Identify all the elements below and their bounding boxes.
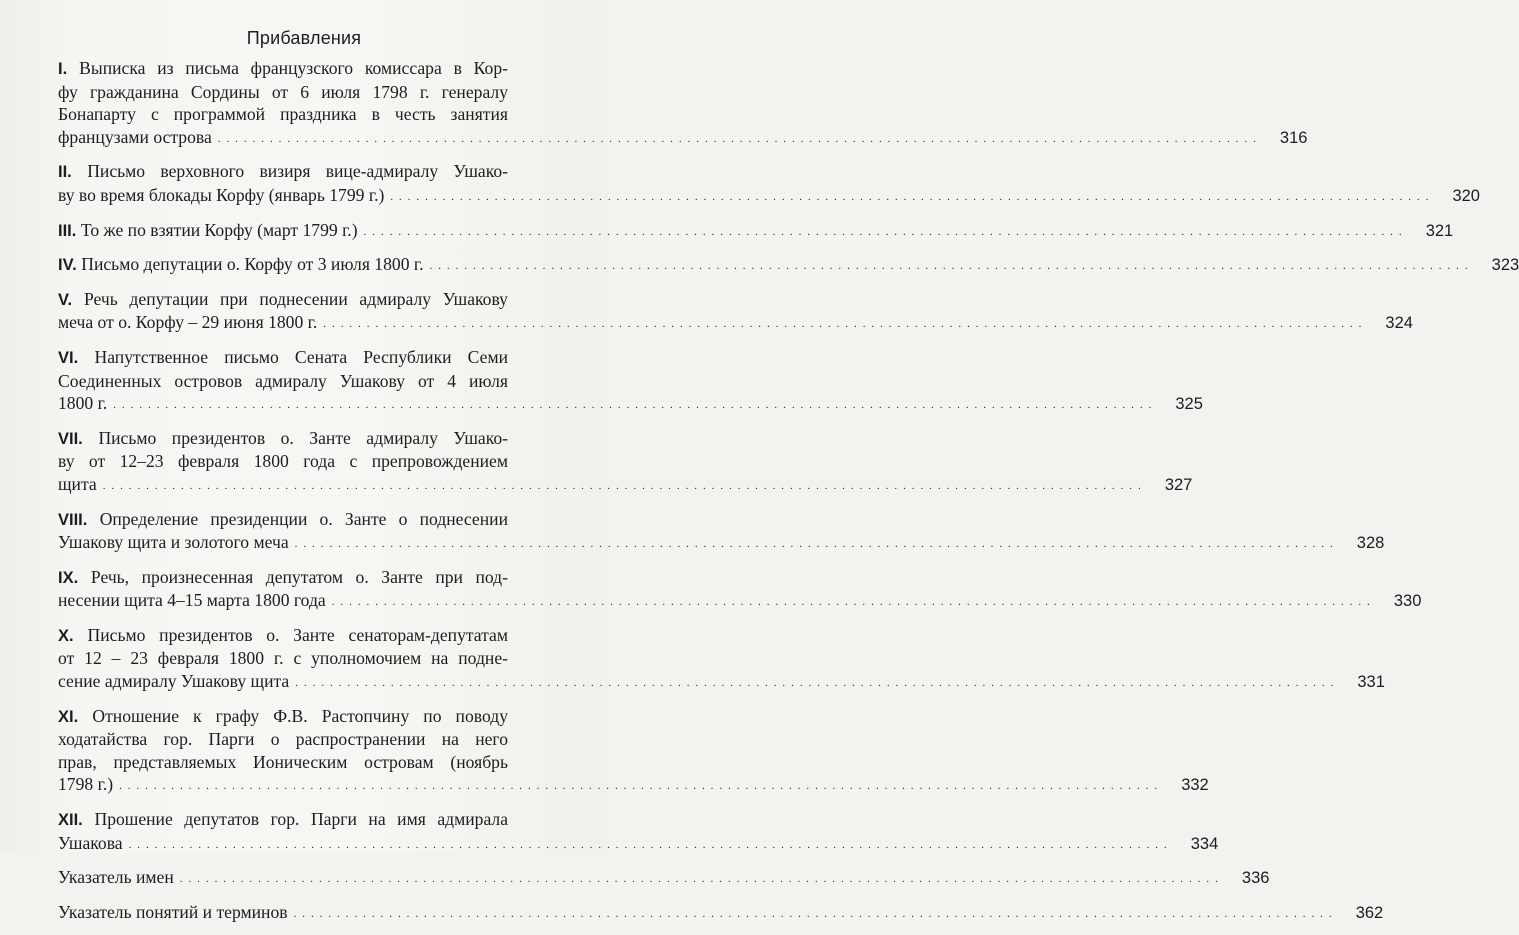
toc-page-number: 327 xyxy=(1164,475,1193,494)
toc-entry[interactable] xyxy=(58,288,1413,337)
toc-page-number: 328 xyxy=(1356,534,1385,553)
toc-entry-title: Ушакову щита и золотого меча xyxy=(58,532,289,553)
toc-entry[interactable] xyxy=(58,566,1422,615)
toc-entry-line xyxy=(58,427,558,451)
toc-entry-title: 1800 г. xyxy=(58,393,108,414)
dot-leader: . . . . . . . . . . . . . . . . . . . . . . . . . . . . . . . . . . . . . . . . . . . . . . . . . . . . . . . . . . . . . . . . . . . . . . . . . . . . . . . . . . . . . . . . . . . . . . . . . . . . . . . . . . . . . . . . . . . . . . . . xyxy=(113,399,1153,412)
toc-entry-title: Письмо депутации о. Корфу от 3 июля 1800 г. xyxy=(81,254,424,275)
dot-leader: . . . . . . . . . . . . . . . . . . . . . . . . . . . . . . . . . . . . . . . . . . . . . . . . . . . . . . . . . . . . . . . . . . . . . . . . . . . . . . . . . . . . . . . . . . . . . . . . . . . . . . . . . . . . . . . . . . . . . . . . xyxy=(429,260,1470,273)
toc-entry-title-end xyxy=(58,531,289,554)
dot-leader: . . . . . . . . . . . . . . . . . . . . . . . . . . . . . . . . . . . . . . . . . . . . . . . . . . . . . . . . . . . . . . . . . . . . . . . . . . . . . . . . . . . . . . . . . . . . . . . . . . . . . . . . . . . . . . . . . . . . . . . . xyxy=(294,538,1335,551)
toc-entry-line xyxy=(58,624,558,648)
toc-entry-title-part: Прошение депутатов гор. Парги на имя адмирала xyxy=(94,809,509,830)
dot-leader: . . . . . . . . . . . . . . . . . . . . . . . . . . . . . . . . . . . . . . . . . . . . . . . . . . . . . . . . . . . . . . . . . . . . . . . . . . . . . . . . . . . . . . . . . . . . . . . . . . . . . . . . . . . . . . . . . . . . . . . . xyxy=(293,907,1334,920)
toc-entry-title-part: прав, представляемых Ионическим островам (ноябрь xyxy=(58,751,508,772)
toc-entry-title: ву во время блокады Корфу (январь 1799 г.) xyxy=(58,184,385,205)
toc-entry-line xyxy=(58,566,558,590)
toc-page-number: 320 xyxy=(1452,186,1480,205)
toc-page-number: 336 xyxy=(1241,869,1270,888)
toc-entry-line xyxy=(58,370,558,393)
toc-entry-title-part: Письмо президентов о. Занте адмиралу Ушако- xyxy=(98,427,509,448)
toc-entry[interactable] xyxy=(58,808,1219,857)
toc-entry-title-end xyxy=(58,253,424,277)
toc-entry-line xyxy=(58,647,558,670)
toc-page-number: 323 xyxy=(1491,256,1519,275)
toc-entry-line xyxy=(58,160,558,184)
dot-leader: . . . . . . . . . . . . . . . . . . . . . . . . . . . . . . . . . . . . . . . . . . . . . . . . . . . . . . . . . . . . . . . . . . . . . . . . . . . . . . . . . . . . . . . . . . . . . . . . . . . . . . . . . . . . . . . . . . . . . . . . xyxy=(119,780,1159,793)
toc-entry-last-line xyxy=(58,392,1203,418)
toc-entry-number: X. xyxy=(58,626,88,645)
toc-entry-title-end xyxy=(58,670,289,693)
toc-entry-title-end xyxy=(58,392,107,415)
toc-entry-title-end xyxy=(58,473,97,496)
toc-entry-last-line xyxy=(58,126,1308,152)
toc-entry[interactable] xyxy=(58,427,1193,499)
toc-entry-title: меча от о. Корфу – 29 июня 1800 г. xyxy=(58,312,318,333)
toc-entry-line xyxy=(58,751,558,774)
toc-entry-title-part: Речь, произнесенная депутатом о. Занте при под- xyxy=(90,566,508,587)
toc-page-number: 324 xyxy=(1385,314,1413,333)
table-of-contents xyxy=(58,57,1519,935)
toc-entry-number: III. xyxy=(58,221,81,240)
toc-entry-title: сение адмиралу Ушакову щита xyxy=(58,671,290,692)
toc-entry-last-line xyxy=(58,866,1270,892)
toc-entry-title-part: от 12 – 23 февраля 1800 г. с уполномочием на подне- xyxy=(58,648,508,669)
toc-entry[interactable] xyxy=(58,253,1519,279)
toc-entry-number: I. xyxy=(58,60,80,78)
toc-entry[interactable] xyxy=(58,901,1384,927)
toc-entry-number: XI. xyxy=(58,707,93,726)
toc-entry-last-line xyxy=(58,253,1519,279)
toc-entry-number: IV. xyxy=(58,256,82,275)
dot-leader: . . . . . . . . . . . . . . . . . . . . . . . . . . . . . . . . . . . . . . . . . . . . . . . . . . . . . . . . . . . . . . . . . . . . . . . . . . . . . . . . . . . . . . . . . . . . . . . . . . . . . . . . . . . . . . . . . . . . . . . . xyxy=(363,225,1404,238)
toc-entry[interactable] xyxy=(58,705,1209,799)
toc-entry-title-part: ву от 12–23 февраля 1800 года с препровождением xyxy=(58,451,508,472)
toc-entry-last-line xyxy=(58,184,1480,210)
dot-leader: . . . . . . . . . . . . . . . . . . . . . . . . . . . . . . . . . . . . . . . . . . . . . . . . . . . . . . . . . . . . . . . . . . . . . . . . . . . . . . . . . . . . . . . . . . . . . . . . . . . . . . . . . . . . . . . . . . . . . . . . xyxy=(331,596,1372,609)
dot-leader: . . . . . . . . . . . . . . . . . . . . . . . . . . . . . . . . . . . . . . . . . . . . . . . . . . . . . . . . . . . . . . . . . . . . . . . . . . . . . . . . . . . . . . . . . . . . . . . . . . . . . . . . . . . . . . . . . . . . . . . . xyxy=(179,873,1220,886)
toc-entry-last-line xyxy=(58,832,1219,858)
toc-entry-last-line xyxy=(58,219,1454,245)
toc-entry-title-part: Отношение к графу Ф.В. Растопчину по поводу xyxy=(92,705,508,726)
toc-entry-title-part: фу гражданина Сордины от 6 июля 1798 г. генералу xyxy=(58,81,508,102)
toc-entry-title-part: Выписка из письма французского комиссара в Кор- xyxy=(79,58,508,78)
toc-entry-title: Указатель понятий и терминов xyxy=(58,901,288,922)
toc-entry[interactable] xyxy=(58,508,1385,557)
toc-entry[interactable] xyxy=(58,57,1308,151)
toc-entry-line xyxy=(58,705,558,729)
toc-entry-line xyxy=(58,57,558,81)
dot-leader: . . . . . . . . . . . . . . . . . . . . . . . . . . . . . . . . . . . . . . . . . . . . . . . . . . . . . . . . . . . . . . . . . . . . . . . . . . . . . . . . . . . . . . . . . . . . . . . . . . . . . . . . . . . . . . . . . . . . . . . . xyxy=(102,479,1143,492)
toc-entry-title-part: Напутственное письмо Сената Республики Семи xyxy=(94,346,508,367)
dot-leader: . . . . . . . . . . . . . . . . . . . . . . . . . . . . . . . . . . . . . . . . . . . . . . . . . . . . . . . . . . . . . . . . . . . . . . . . . . . . . . . . . . . . . . . . . . . . . . . . . . . . . . . . . . . . . . . . . . . . . . . . xyxy=(217,132,1258,145)
toc-page-number: 325 xyxy=(1175,395,1203,414)
toc-entry-title-end xyxy=(58,832,123,855)
toc-entry-title-end xyxy=(58,126,212,149)
toc-entry-title-end xyxy=(58,866,174,889)
dot-leader: . . . . . . . . . . . . . . . . . . . . . . . . . . . . . . . . . . . . . . . . . . . . . . . . . . . . . . . . . . . . . . . . . . . . . . . . . . . . . . . . . . . . . . . . . . . . . . . . . . . . . . . . . . . . . . . . . . . . . . . . xyxy=(390,190,1430,203)
toc-entry[interactable] xyxy=(58,866,1270,892)
toc-entry-line xyxy=(58,450,558,473)
toc-entry-title: щита xyxy=(58,473,97,494)
toc-entry-line xyxy=(58,346,558,370)
toc-entry-title-part: Соединенных островов адмиралу Ушакову от 4 июля xyxy=(58,370,508,391)
toc-entry-last-line xyxy=(58,773,1209,799)
toc-entry-last-line xyxy=(58,670,1385,696)
toc-page-number: 321 xyxy=(1425,221,1454,240)
toc-entry-number: VIII. xyxy=(58,510,100,529)
toc-entry-title: То же по взятии Корфу (март 1799 г.) xyxy=(80,219,358,240)
toc-entry[interactable] xyxy=(58,624,1385,696)
dot-leader: . . . . . . . . . . . . . . . . . . . . . . . . . . . . . . . . . . . . . . . . . . . . . . . . . . . . . . . . . . . . . . . . . . . . . . . . . . . . . . . . . . . . . . . . . . . . . . . . . . . . . . . . . . . . . . . . . . . . . . . . xyxy=(323,318,1363,331)
toc-entry-title-part: Письмо верховного визиря вице-адмиралу Ушако- xyxy=(87,161,509,182)
toc-entry-title-part: ходатайства гор. Парги о распространении на него xyxy=(58,729,508,750)
toc-entry-title-end xyxy=(58,901,288,924)
toc-entry-title: Указатель имен xyxy=(58,867,174,888)
toc-entry-title-part: Определение президенции о. Занте о поднесении xyxy=(99,508,508,529)
toc-entry-title-end xyxy=(58,311,317,334)
toc-entry-title: Ушакова xyxy=(58,832,123,853)
toc-entry-title: французами острова xyxy=(58,126,212,147)
dot-leader: . . . . . . . . . . . . . . . . . . . . . . . . . . . . . . . . . . . . . . . . . . . . . . . . . . . . . . . . . . . . . . . . . . . . . . . . . . . . . . . . . . . . . . . . . . . . . . . . . . . . . . . . . . . . . . . . . . . . . . . . xyxy=(295,677,1335,690)
toc-entry-number: XII. xyxy=(58,811,95,830)
toc-entry[interactable] xyxy=(58,219,1454,245)
toc-entry-title-end xyxy=(58,184,384,207)
toc-entry-title-part: Речь депутации при поднесении адмиралу Ушакову xyxy=(83,288,508,309)
toc-entry-last-line xyxy=(58,531,1385,557)
toc-entry-title-end xyxy=(58,219,358,243)
toc-entry[interactable] xyxy=(58,160,1480,209)
toc-page-number: 331 xyxy=(1357,673,1385,692)
toc-page-number: 330 xyxy=(1393,592,1422,611)
toc-entry-number: IX. xyxy=(58,568,91,587)
dot-leader: . . . . . . . . . . . . . . . . . . . . . . . . . . . . . . . . . . . . . . . . . . . . . . . . . . . . . . . . . . . . . . . . . . . . . . . . . . . . . . . . . . . . . . . . . . . . . . . . . . . . . . . . . . . . . . . . . . . . . . . . xyxy=(128,838,1169,851)
toc-entry-title-part: Письмо президентов о. Занте сенаторам-депутатам xyxy=(87,624,508,645)
toc-entry-number: V. xyxy=(58,290,84,309)
toc-entry-title-end xyxy=(58,589,326,612)
toc-entry-line xyxy=(58,103,558,126)
toc-entry-line xyxy=(58,288,558,312)
toc-entry-number: II. xyxy=(58,163,88,182)
toc-page-number: 334 xyxy=(1190,834,1219,853)
toc-page-number: 316 xyxy=(1279,128,1308,147)
toc-entry-number: VII. xyxy=(58,429,99,448)
toc-page-number: 362 xyxy=(1355,903,1384,922)
toc-entry-last-line xyxy=(58,311,1413,337)
toc-entry-title-part: Бонапарту с программой праздника в честь занятия xyxy=(58,104,508,125)
toc-entry-last-line xyxy=(58,901,1384,927)
toc-entry-line xyxy=(58,808,558,832)
section-heading: Прибавления xyxy=(246,28,362,48)
toc-entry-title: 1798 г.) xyxy=(58,774,114,795)
toc-entry-line xyxy=(58,728,558,751)
toc-entry-line xyxy=(58,81,558,104)
toc-entry[interactable] xyxy=(58,346,1203,418)
toc-entry-last-line xyxy=(58,589,1422,615)
toc-entry-last-line xyxy=(58,473,1193,499)
toc-entry-title-end xyxy=(58,773,113,796)
toc-page-number: 332 xyxy=(1181,776,1209,795)
toc-entry-line xyxy=(58,508,558,532)
toc-entry-title: несении щита 4–15 марта 1800 года xyxy=(58,590,326,611)
toc-entry-number: VI. xyxy=(58,348,95,367)
